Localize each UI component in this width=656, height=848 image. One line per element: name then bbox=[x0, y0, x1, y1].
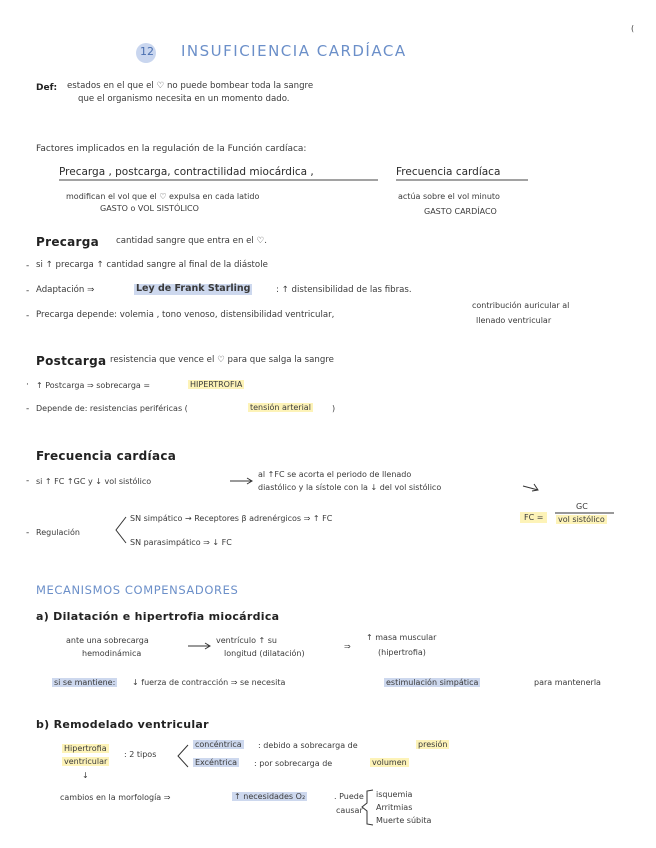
precarga-def: cantidad sangre que entra en el ♡. bbox=[116, 236, 267, 246]
b-hipertrofia: Hipertrofia bbox=[64, 744, 107, 753]
a-note-mid: ↓ fuerza de contracción ⇒ se necesita bbox=[132, 678, 286, 687]
hipertrofia-highlight: HIPERTROFIA bbox=[190, 380, 243, 389]
excentrica-highlight: Excéntrica bbox=[195, 758, 237, 767]
a-arrow: ⇒ bbox=[344, 642, 351, 651]
precarga-bullet-2-pre: Adaptación ⇒ bbox=[36, 285, 95, 295]
b-type-2-text: : por sobrecarga de bbox=[254, 759, 333, 768]
title-number: 12 bbox=[140, 45, 154, 58]
concentrica-highlight: concéntrica bbox=[195, 740, 242, 749]
a-left-1: ante una sobrecarga bbox=[66, 636, 149, 645]
a-mid-1: ventrículo ↑ su bbox=[216, 636, 277, 645]
factores-group-1: Precarga , postcarga, contractilidad miocárdica , bbox=[59, 166, 314, 178]
postcarga-bullet-2-pre: Depende de: resistencias periféricas ( bbox=[36, 404, 188, 413]
a-mid-2: longitud (dilatación) bbox=[224, 649, 305, 658]
regulacion-simpatico: SN simpático → Receptores β adrenérgicos ⇒ ↑ FC bbox=[130, 514, 333, 523]
arrow-a1 bbox=[188, 643, 210, 649]
factores-note-1b: GASTO o VOL SISTÓLICO bbox=[100, 204, 199, 213]
formula-numerator: GC bbox=[576, 502, 588, 511]
def-label: Def: bbox=[36, 83, 58, 93]
frecuencia-note-1: al ↑FC se acorta el periodo de llenado bbox=[258, 470, 412, 479]
volumen-highlight: volumen bbox=[372, 758, 407, 767]
factores-note-2a: actúa sobre el vol minuto bbox=[398, 192, 500, 201]
factores-note-1a: modifican el vol que el ♡ expulsa en cada latido bbox=[66, 192, 260, 201]
mecanismo-b-heading: b) Remodelado ventricular bbox=[36, 718, 209, 731]
precarga-heading: Precarga bbox=[36, 235, 100, 249]
regulacion-parasimpatico: SN parasimpático ⇒ ↓ FC bbox=[130, 538, 232, 547]
postcarga-bullet-2-post: ) bbox=[332, 404, 336, 413]
page-title: INSUFICIENCIA CARDÍACA bbox=[181, 42, 407, 60]
b-cause-1: . Puede bbox=[334, 792, 364, 801]
factores-note-2b: GASTO CARDÍACO bbox=[424, 207, 497, 216]
precarga-bullet-3: Precarga depende: volemia , tono venoso, distensibilidad ventricular, bbox=[36, 310, 335, 320]
a-right-1: ↑ masa muscular bbox=[366, 633, 437, 642]
formula-lhs: FC = bbox=[520, 512, 547, 523]
types-brace bbox=[178, 745, 188, 767]
frecuencia-note-2: diastólico y la sístole con la ↓ del vol sistólico bbox=[258, 483, 442, 492]
b-cause-2: causar bbox=[336, 806, 363, 815]
regulacion-label: Regulación bbox=[36, 528, 80, 537]
arrow-right bbox=[230, 478, 252, 484]
cause-isquemia: isquemia bbox=[376, 790, 413, 799]
postcarga-bullet-1-pre: ↑ Postcarga ⇒ sobrecarga = bbox=[36, 381, 151, 390]
frank-starling-highlight: Ley de Frank Starling bbox=[136, 283, 251, 294]
b-changes: cambios en la morfología ⇒ bbox=[60, 793, 171, 802]
postcarga-def: resistencia que vence el ♡ para que salga la sangre bbox=[110, 355, 334, 365]
arrow-curve bbox=[523, 484, 538, 491]
precarga-note-1: contribución auricular al bbox=[472, 301, 570, 310]
a-left-2: hemodinámica bbox=[82, 649, 142, 658]
mecanismo-a-heading: a) Dilatación e hipertrofia miocárdica bbox=[36, 610, 280, 623]
precarga-note-2: llenado ventricular bbox=[476, 316, 552, 325]
b-arrow-down: ↓ bbox=[82, 771, 89, 780]
factores-intro: Factores implicados en la regulación de la Función cardíaca: bbox=[36, 144, 307, 154]
regulation-brace bbox=[116, 517, 126, 543]
factores-group-2: Frecuencia cardíaca bbox=[396, 166, 501, 178]
estimulacion-simpatica-highlight: estimulación simpática bbox=[386, 678, 479, 687]
cause-arritmias: Arritmias bbox=[376, 803, 413, 812]
mecanismos-heading: MECANISMOS COMPENSADORES bbox=[36, 583, 239, 597]
necesidades-o2-highlight: ↑ necesidades O₂ bbox=[234, 792, 306, 801]
a-right-2: (hipertrofia) bbox=[378, 648, 426, 657]
a-note-end: para mantenerla bbox=[534, 678, 601, 687]
tension-arterial-highlight: tensión arterial bbox=[250, 403, 311, 412]
page-number: ( bbox=[631, 24, 635, 33]
precarga-bullet-2-post: : ↑ distensibilidad de las fibras. bbox=[276, 285, 412, 295]
precarga-bullet-1: si ↑ precarga ↑ cantidad sangre al final de la diástole bbox=[36, 260, 268, 270]
presion-highlight: presión bbox=[418, 740, 448, 749]
postcarga-heading: Postcarga bbox=[36, 354, 107, 368]
frecuencia-heading: Frecuencia cardíaca bbox=[36, 449, 177, 463]
b-type-1-text: : debido a sobrecarga de bbox=[258, 741, 358, 750]
b-ventricular: ventricular bbox=[64, 757, 108, 766]
frecuencia-bullet-1: si ↑ FC ↑GC y ↓ vol sistólico bbox=[36, 477, 152, 486]
formula-denominator: vol sistólico bbox=[558, 515, 605, 524]
def-line-1: estados en el que el ♡ no puede bombear toda la sangre bbox=[67, 81, 314, 91]
si-se-mantiene-highlight: si se mantiene: bbox=[54, 678, 116, 687]
def-line-2: que el organismo necesita en un momento dado. bbox=[78, 94, 290, 104]
b-types: : 2 tipos bbox=[124, 750, 157, 759]
cause-muerte-subita: Muerte súbita bbox=[376, 816, 432, 825]
